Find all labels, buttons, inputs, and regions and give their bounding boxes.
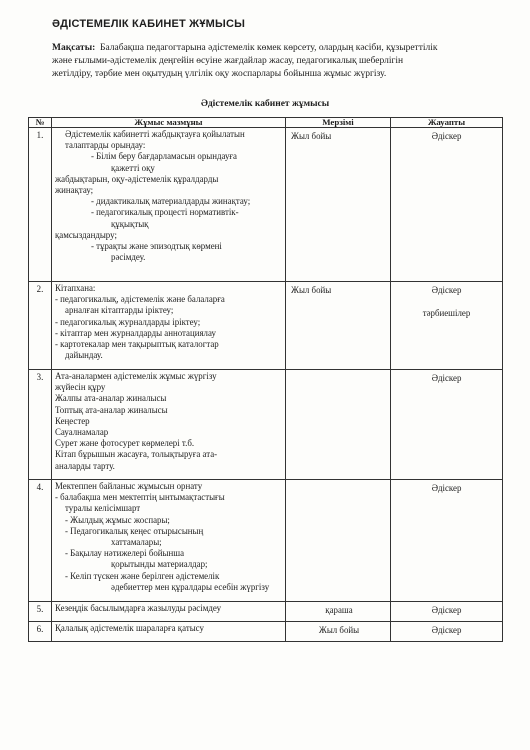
row-content xyxy=(52,128,286,282)
content-line: Мектеппен байланыс жұмысын орнату xyxy=(55,481,203,491)
header-responsible: Жауапты xyxy=(391,118,503,128)
purpose-paragraph xyxy=(52,42,502,81)
row-responsible xyxy=(391,370,503,480)
table-row xyxy=(29,370,503,480)
content-line: Әдістемелік кабинетті жабдықтауға қойылатын xyxy=(65,129,245,139)
content-line: Сауалнамалар xyxy=(55,427,109,438)
table-header-row xyxy=(29,118,503,128)
content-line: Сурет және фотосурет көрмелері т.б. xyxy=(55,438,195,449)
content-line: - дидактикалық материалдарды жинақтау; xyxy=(91,196,251,207)
table-row xyxy=(29,480,503,602)
content-line: Топтық ата-аналар жиналысы xyxy=(55,404,168,415)
row-duration: Жыл бойы xyxy=(286,128,391,282)
table-row xyxy=(29,602,503,622)
row-number: 4. xyxy=(29,480,52,602)
row-responsible xyxy=(391,480,503,602)
content-line: Жалпы ата-аналар жиналысы xyxy=(55,393,167,404)
content-line: хаттамалары; xyxy=(111,537,162,548)
content-line: - Білім беру бағдарламасын орындауға xyxy=(91,151,237,162)
header-duration: Мерзімі xyxy=(286,118,391,128)
content-line: - педагогикалық, әдістемелік және балаларға xyxy=(55,294,225,305)
content-line: - Бақылау нәтижелері бойынша xyxy=(65,548,185,559)
row-number: 6. xyxy=(29,622,52,642)
content-line: - Педагогикалық кеңес отырысының xyxy=(65,525,204,536)
row-responsible xyxy=(391,282,503,370)
row-duration xyxy=(286,370,391,480)
content-line: Қалалық әдістемелік шараларға қатысу xyxy=(55,623,204,633)
table-row xyxy=(29,128,503,282)
responsible-person: Әдіскер xyxy=(431,285,462,295)
content-line: - балабақша мен мектептің ынтымақтастығы xyxy=(55,492,225,503)
content-line: қорытынды материалдар; xyxy=(111,559,208,570)
content-line: аналарды тарту. xyxy=(55,460,115,471)
row-content xyxy=(52,602,286,622)
row-duration: Жыл бойы xyxy=(286,622,391,642)
content-line: Кеңестер xyxy=(55,415,90,426)
header-number: № xyxy=(29,118,52,128)
content-line: Кітапхана: xyxy=(55,283,96,293)
table-row xyxy=(29,622,503,642)
content-line: жүйесін құру xyxy=(55,382,106,393)
content-line: әдебиеттер мен құралдары есебін жүргізу xyxy=(111,581,270,592)
responsible-person: Әдіскер xyxy=(431,373,462,383)
content-line: - педагогикалық процесті нормативтік- xyxy=(91,207,239,218)
purpose-label: Мақсаты: xyxy=(52,43,96,53)
content-line: құқықтық xyxy=(111,218,149,229)
row-number: 3. xyxy=(29,370,52,480)
responsible-person: Әдіскер xyxy=(431,131,462,141)
row-content xyxy=(52,480,286,602)
content-line: жабдықтарын, оқу-әдістемелік құралдарды xyxy=(55,173,219,184)
responsible-person: тәрбиешілер xyxy=(422,308,471,319)
row-responsible xyxy=(391,128,503,282)
content-line: қамсыздандыру; xyxy=(55,229,117,240)
row-number: 1. xyxy=(29,128,52,282)
content-line: Кітап бұрышын жасауға, толықтыруға ата- xyxy=(55,449,218,460)
purpose-line-2: және ғылыми-әдістемелік деңгейін өсуіне жағдайлар жасау, педагогикалық шеберлігін xyxy=(52,56,404,66)
table-row xyxy=(29,282,503,370)
content-line: қажетті оқу xyxy=(111,162,155,173)
work-plan-table xyxy=(28,117,503,642)
row-content xyxy=(52,370,286,480)
content-line: - тұрақты және эпизодтық көрмені xyxy=(91,241,222,252)
row-duration: Жыл бойы xyxy=(286,282,391,370)
row-duration xyxy=(286,480,391,602)
content-line: рәсімдеу. xyxy=(111,252,146,263)
content-line: Кезеңдік басылымдарға жазылуды рәсімдеу xyxy=(55,603,222,613)
row-responsible xyxy=(391,622,503,642)
content-line: - картотекалар мен тақырыптық каталогтар xyxy=(55,339,219,350)
row-responsible xyxy=(391,602,503,622)
content-line: жинақтау; xyxy=(55,185,94,196)
purpose-line-3: жетілдіру, тәрбие мен оқытудың үлгілік оқу жоспарлары бойынша жұмыс жүргізу. xyxy=(52,69,387,79)
content-line: - кітаптар мен журналдарды аннотациялау xyxy=(55,327,216,338)
content-line: арналған кітаптарды іріктеу; xyxy=(65,305,174,316)
row-duration: қараша xyxy=(286,602,391,622)
content-line: талаптарды орындау: xyxy=(65,140,146,151)
responsible-person: Әдіскер xyxy=(431,605,462,615)
row-content xyxy=(52,282,286,370)
row-content xyxy=(52,622,286,642)
responsible-person: Әдіскер xyxy=(431,483,462,493)
purpose-line-1: Мақсаты: Балабақша педагогтарына әдістемелік көмек көрсету, олардың кәсіби, құзыреттілік xyxy=(52,43,438,53)
content-line: - педагогикалық журналдарды іріктеу; xyxy=(55,316,201,327)
header-content: Жұмыс мазмұны xyxy=(52,118,286,128)
content-line: туралы келісімшарт xyxy=(65,503,141,514)
row-number: 2. xyxy=(29,282,52,370)
content-line: Ата-аналармен әдістемелік жұмыс жүргізу xyxy=(55,371,217,381)
document-title: ӘДІСТЕМЕЛІК КАБИНЕТ ЖҰМЫСЫ xyxy=(52,18,246,30)
content-line: дайындау. xyxy=(65,350,103,361)
row-number: 5. xyxy=(29,602,52,622)
table-title: Әдістемелік кабинет жұмысы xyxy=(200,99,330,109)
content-line: - Жылдық жұмыс жоспары; xyxy=(65,514,170,525)
content-line: - Келіп түскен және берілген әдістемелік xyxy=(65,570,220,581)
responsible-person: Әдіскер xyxy=(431,625,462,635)
